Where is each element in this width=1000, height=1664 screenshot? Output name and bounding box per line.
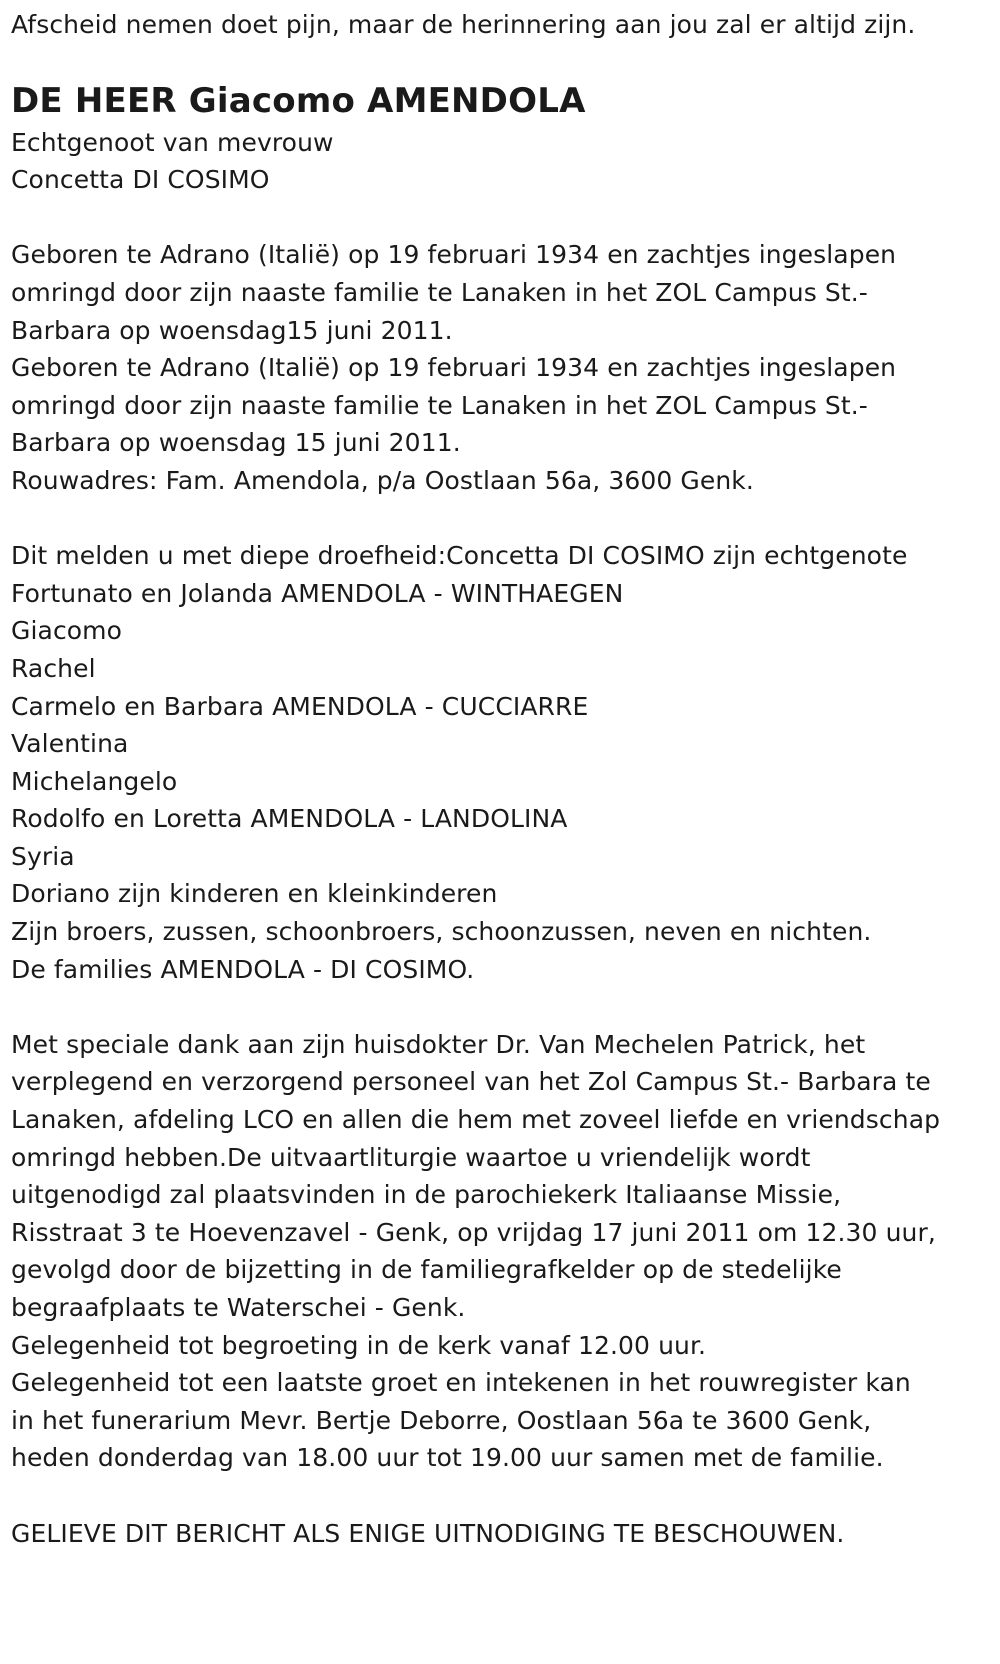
spouse-line-1: Echtgenoot van mevrouw bbox=[11, 127, 334, 157]
birth-paragraph-2 bbox=[11, 349, 1000, 462]
text-line: Met speciale dank aan zijn huisdokter Dr. Van Mechelen Patrick, het bbox=[11, 1029, 866, 1059]
thanks-and-service-paragraph bbox=[11, 1026, 1000, 1477]
text-line: Geboren te Adrano (Italië) op 19 februari 1934 en zachtjes ingeslapen bbox=[11, 240, 897, 270]
family-line: Michelangelo bbox=[11, 766, 178, 796]
family-line: Fortunato en Jolanda AMENDOLA - WINTHAEGEN bbox=[11, 578, 624, 608]
spouse-line-2: Concetta DI COSIMO bbox=[11, 165, 270, 195]
text-line: Risstraat 3 te Hoevenzavel - Genk, op vrijdag 17 juni 2011 om 12.30 uur, bbox=[11, 1217, 936, 1247]
spacer bbox=[11, 199, 1000, 237]
spacer bbox=[11, 1477, 1000, 1515]
birth-paragraph-1 bbox=[11, 236, 1000, 349]
family-line: Giacomo bbox=[11, 616, 123, 646]
motto: Afscheid nemen doet pijn, maar de herinnering aan jou zal er altijd zijn. bbox=[11, 10, 916, 39]
family-line: De families AMENDOLA - DI COSIMO. bbox=[11, 954, 475, 984]
text-line: Geboren te Adrano (Italië) op 19 februari 1934 en zachtjes ingeslapen bbox=[11, 353, 897, 383]
text-line: gevolgd door de bijzetting in de familiegrafkelder op de stedelijke bbox=[11, 1255, 842, 1285]
text-line: omringd hebben.De uitvaartliturgie waartoe u vriendelijk wordt bbox=[11, 1142, 811, 1172]
closing-notice: GELIEVE DIT BERICHT ALS ENIGE UITNODIGING TE BESCHOUWEN. bbox=[11, 1518, 845, 1548]
text-line: heden donderdag van 18.00 uur tot 19.00 uur samen met de familie. bbox=[11, 1443, 884, 1473]
family-line: Doriano zijn kinderen en kleinkinderen bbox=[11, 879, 498, 909]
family-line: Zijn broers, zussen, schoonbroers, schoonzussen, neven en nichten. bbox=[11, 917, 872, 947]
text-line: Gelegenheid tot begroeting in de kerk vanaf 12.00 uur. bbox=[11, 1330, 707, 1360]
text-line: omringd door zijn naaste familie te Lanaken in het ZOL Campus St.- bbox=[11, 390, 868, 420]
family-line: Rachel bbox=[11, 653, 96, 683]
text-line: Barbara op woensdag 15 juni 2011. bbox=[11, 428, 461, 458]
family-line: Dit melden u met diepe droefheid:Concetta DI COSIMO zijn echtgenote bbox=[11, 541, 908, 571]
text-line: Lanaken, afdeling LCO en allen die hem met zoveel liefde en vriendschap bbox=[11, 1105, 941, 1135]
family-list bbox=[11, 537, 1000, 988]
spacer bbox=[11, 500, 1000, 538]
text-line: Barbara op woensdag15 juni 2011. bbox=[11, 315, 453, 345]
family-line: Carmelo en Barbara AMENDOLA - CUCCIARRE bbox=[11, 691, 589, 721]
family-line: Rodolfo en Loretta AMENDOLA - LANDOLINA bbox=[11, 804, 568, 834]
mourning-address: Rouwadres: Fam. Amendola, p/a Oostlaan 56a, 3600 Genk. bbox=[11, 465, 754, 495]
text-line: in het funerarium Mevr. Bertje Deborre, Oostlaan 56a te 3600 Genk, bbox=[11, 1405, 872, 1435]
text-line: Gelegenheid tot een laatste groet en intekenen in het rouwregister kan bbox=[11, 1368, 911, 1398]
deceased-name-heading: DE HEER Giacomo AMENDOLA bbox=[11, 80, 586, 121]
spacer bbox=[11, 988, 1000, 1026]
text-line: uitgenodigd zal plaatsvinden in de parochiekerk Italiaanse Missie, bbox=[11, 1180, 842, 1210]
family-line: Valentina bbox=[11, 729, 129, 759]
text-line: omringd door zijn naaste familie te Lanaken in het ZOL Campus St.- bbox=[11, 277, 868, 307]
text-line: verplegend en verzorgend personeel van het Zol Campus St.- Barbara te bbox=[11, 1067, 931, 1097]
text-line: begraafplaats te Waterschei - Genk. bbox=[11, 1293, 466, 1322]
family-line: Syria bbox=[11, 841, 75, 871]
